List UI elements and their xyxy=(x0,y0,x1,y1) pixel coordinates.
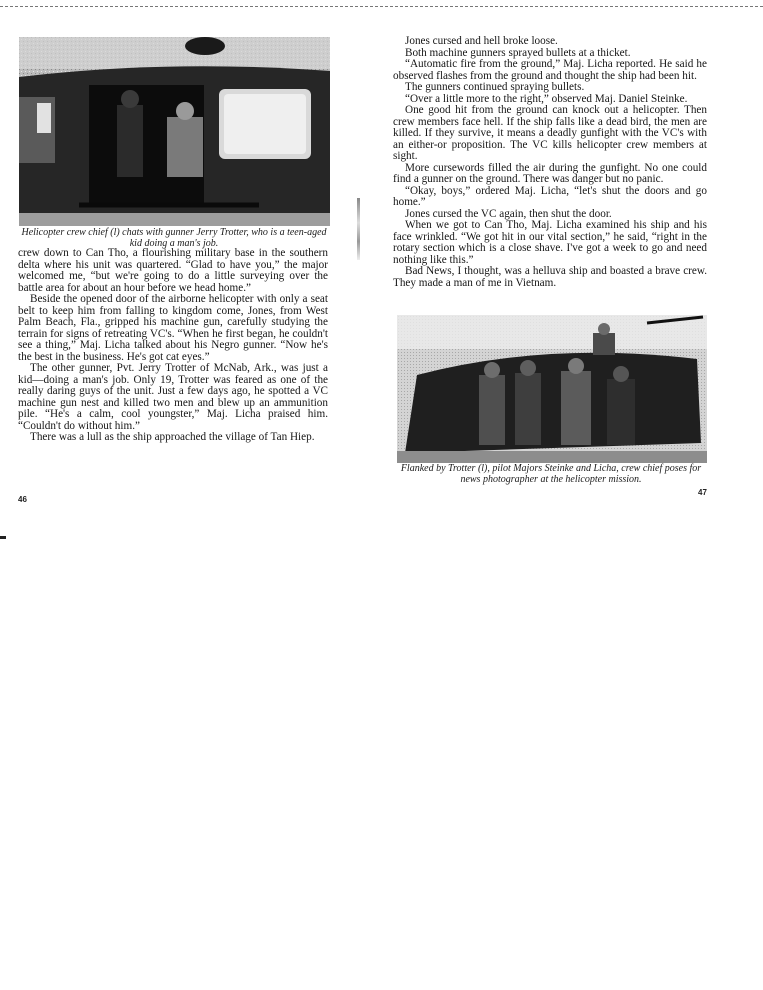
right-article-column xyxy=(393,36,707,289)
margin-mark xyxy=(0,536,6,539)
page-number-right: 47 xyxy=(698,488,707,497)
article-paragraph: Beside the opened door of the airborne helicopter with only a seat belt to keep him from falling to kingdom come, Jones, from West Palm Beach, Fla., gripped his machine gun, carefully studying the terrain for signs of retreating VC's. “When he first began, he couldn't see a thing,” Maj. Licha talked about his Negro gunner. “Now he's the best in the business. He's got cat eyes.” xyxy=(18,293,328,363)
binding-gutter-mark xyxy=(357,198,360,260)
article-paragraph: More cursewords filled the air during the gunfight. No one could find a gunner on the ground. There was danger but no panic. xyxy=(393,161,707,185)
article-paragraph: When we got to Can Tho, Maj. Licha examined his ship and his face wrinkled. “We got hit in our vital section,” he said, “right in the rotary section which is a close shave. I've got a week to go and need nothing like this.” xyxy=(393,219,707,266)
article-paragraph: crew down to Can Tho, a flourishing military base in the southern delta where his unit was quartered. “Glad to have you,” the major welcomed me, “but we're going to do a little surveying over the battle area for about an hour before we head home.” xyxy=(18,247,328,294)
article-paragraph: Jones cursed and hell broke loose. xyxy=(405,35,558,47)
photo-caption-left: Helicopter crew chief (l) chats with gunner Jerry Trotter, who is a teen-aged kid doing a man's job. xyxy=(21,227,327,249)
article-paragraph: The other gunner, Pvt. Jerry Trotter of McNab, Ark., was just a kid—doing a man's job. Only 19, Trotter was feared as one of the really daring guys of the unit. Just a few days ago, he spotted a VC machine gun nest and killed two men and blew up an ammunition pile. “He's a calm, cool youngster,” Maj. Licha praised him. “Couldn't do without him.” xyxy=(18,362,328,432)
article-paragraph: “Automatic fire from the ground,” Maj. Licha reported. He said he observed flashes from the ground and thought the ship had been hit. xyxy=(393,58,707,82)
article-paragraph: Bad News, I thought, was a helluva ship and boasted a brave crew. They made a man of me in Vietnam. xyxy=(393,265,707,289)
article-paragraph: There was a lull as the ship approached the village of Tan Hiep. xyxy=(30,431,315,443)
left-article-column xyxy=(18,248,328,444)
helicopter-crew-photo xyxy=(19,37,330,226)
article-paragraph: Both machine gunners sprayed bullets at a thicket. xyxy=(405,46,631,59)
article-paragraph: One good hit from the ground can knock out a helicopter. Then crew members face hell. If the ship falls like a dead bird, the men are killed. If they survive, it means a deadly gunfight with the VC's with an either-or proposition. The VC kills helicopter crew members at sight. xyxy=(393,104,707,162)
article-paragraph: “Over a little more to the right,” observed Maj. Daniel Steinke. xyxy=(405,92,688,105)
article-paragraph: “Okay, boys,” ordered Maj. Licha, “let's shut the doors and go home.” xyxy=(393,184,707,208)
crew-group-photo xyxy=(397,315,707,463)
photo-caption-right: Flanked by Trotter (l), pilot Majors Steinke and Licha, crew chief poses for news photographer at the helicopter mission. xyxy=(400,463,702,485)
page-number-left: 46 xyxy=(18,495,27,504)
top-page-border xyxy=(0,6,763,7)
article-paragraph: The gunners continued spraying bullets. xyxy=(405,81,585,93)
article-paragraph: Jones cursed the VC again, then shut the door. xyxy=(405,207,612,220)
